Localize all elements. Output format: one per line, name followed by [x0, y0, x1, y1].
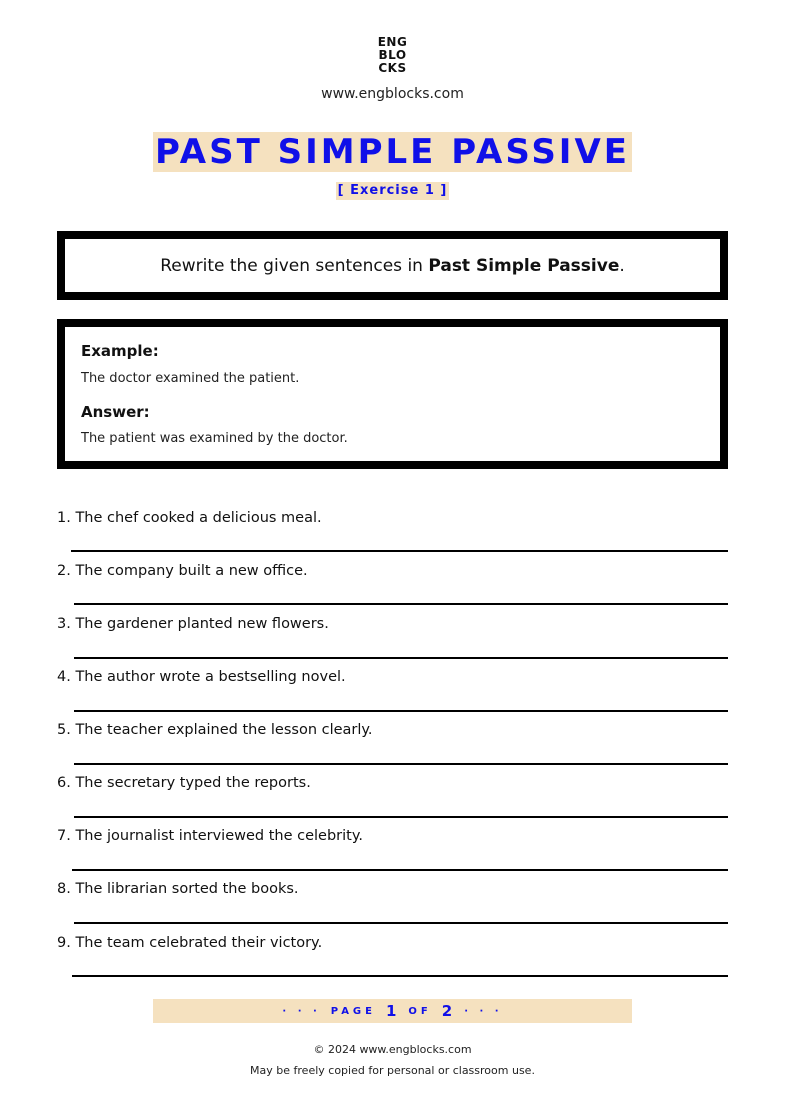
answer-line[interactable]: [72, 869, 728, 871]
question-item: 5. The teacher explained the lesson clearly.: [57, 722, 373, 738]
of-word: OF: [408, 1005, 432, 1017]
page-word: PAGE: [330, 1005, 376, 1017]
answer-line[interactable]: [72, 975, 728, 977]
question-item: 9. The team celebrated their victory.: [57, 935, 323, 951]
question-item: 7. The journalist interviewed the celebrity.: [57, 828, 363, 844]
question-item: 3. The gardener planted new flowers.: [57, 616, 329, 632]
answer-text: The patient was examined by the doctor.: [81, 431, 348, 446]
answer-line[interactable]: [74, 657, 728, 659]
question-item: 1. The chef cooked a delicious meal.: [57, 510, 322, 526]
logo-line: BLO: [378, 48, 407, 62]
instruction-suffix: .: [619, 255, 625, 276]
answer-line[interactable]: [74, 603, 728, 605]
logo-line: ENG: [377, 35, 408, 49]
dots-left: · · ·: [282, 1005, 321, 1017]
question-item: 8. The librarian sorted the books.: [57, 881, 299, 897]
total-pages: 2: [441, 1002, 455, 1020]
answer-line[interactable]: [74, 922, 728, 924]
answer-line[interactable]: [74, 763, 728, 765]
question-item: 4. The author wrote a bestselling novel.: [57, 669, 346, 685]
instruction-box: [57, 231, 728, 300]
example-box: [57, 319, 728, 469]
answer-line[interactable]: [74, 710, 728, 712]
logo-line: CKS: [378, 61, 407, 75]
instruction-prefix: Rewrite the given sentences in: [160, 255, 429, 276]
engblocks-logo: [0, 36, 785, 75]
answer-label: Answer:: [81, 403, 150, 421]
question-item: 6. The secretary typed the reports.: [57, 775, 311, 791]
site-url[interactable]: www.engblocks.com: [321, 86, 464, 102]
instruction-text: [160, 256, 625, 276]
exercise-label: [ Exercise 1 ]: [337, 183, 448, 198]
example-text: The doctor examined the patient.: [81, 371, 300, 386]
usage-note: May be freely copied for personal or classroom use.: [250, 1064, 535, 1077]
page-title: PAST SIMPLE PASSIVE: [155, 132, 630, 172]
page-indicator: [153, 999, 632, 1023]
current-page: 1: [385, 1002, 399, 1020]
instruction-emphasis: Past Simple Passive: [428, 255, 620, 276]
example-label: Example:: [81, 342, 159, 360]
answer-line[interactable]: [74, 816, 728, 818]
question-item: 2. The company built a new office.: [57, 563, 308, 579]
dots-right: · · ·: [464, 1005, 503, 1017]
answer-line[interactable]: [71, 550, 728, 552]
copyright: © 2024 www.engblocks.com: [313, 1043, 472, 1056]
